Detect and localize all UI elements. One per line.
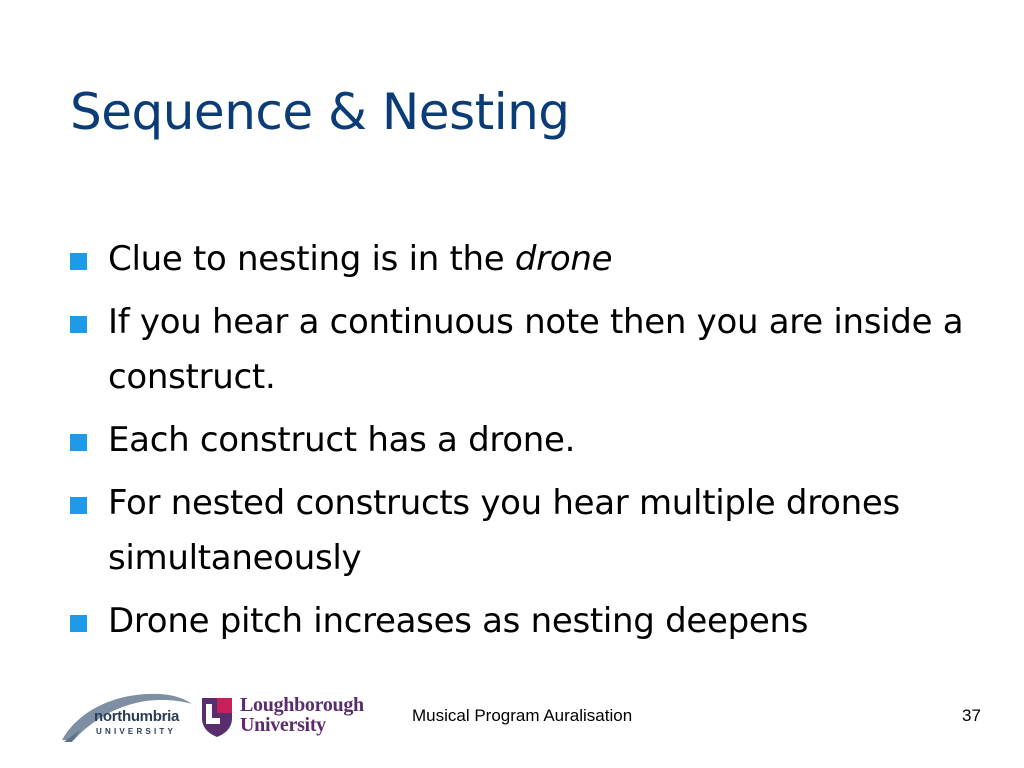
northumbria-name: northumbria [94, 708, 180, 725]
loughborough-shield-icon [200, 696, 234, 738]
square-bullet-icon [70, 615, 87, 632]
loughborough-name-line1: Loughborough [240, 694, 364, 716]
bullet-text: Each construct has a drone. [108, 420, 576, 460]
bullet-text: Clue to nesting is in the [108, 239, 515, 279]
slide-title: Sequence & Nesting [70, 83, 570, 141]
bullet-item [68, 232, 998, 287]
northumbria-sub: UNIVERSITY [96, 727, 177, 736]
square-bullet-icon [70, 434, 87, 451]
bullet-item [68, 295, 998, 405]
bullet-text: Drone pitch increases as nesting deepens [108, 601, 809, 641]
bullet-list [68, 232, 998, 657]
loughborough-logo [200, 694, 390, 746]
loughborough-name-line2: University [240, 714, 326, 736]
square-bullet-icon [70, 497, 87, 514]
bullet-item [68, 476, 998, 586]
footer-logos [60, 690, 390, 750]
slide-number: 37 [962, 706, 981, 725]
bullet-item [68, 594, 998, 649]
square-bullet-icon [70, 316, 87, 333]
square-bullet-icon [70, 253, 87, 270]
bullet-text: If you hear a continuous note then you are inside a construct. [108, 302, 964, 397]
footer-title: Musical Program Auralisation [412, 706, 633, 725]
bullet-text: For nested constructs you hear multiple drones simultaneously [108, 483, 900, 578]
bullet-item [68, 413, 998, 468]
bullet-emphasis: drone [514, 239, 613, 279]
northumbria-logo [60, 690, 200, 746]
